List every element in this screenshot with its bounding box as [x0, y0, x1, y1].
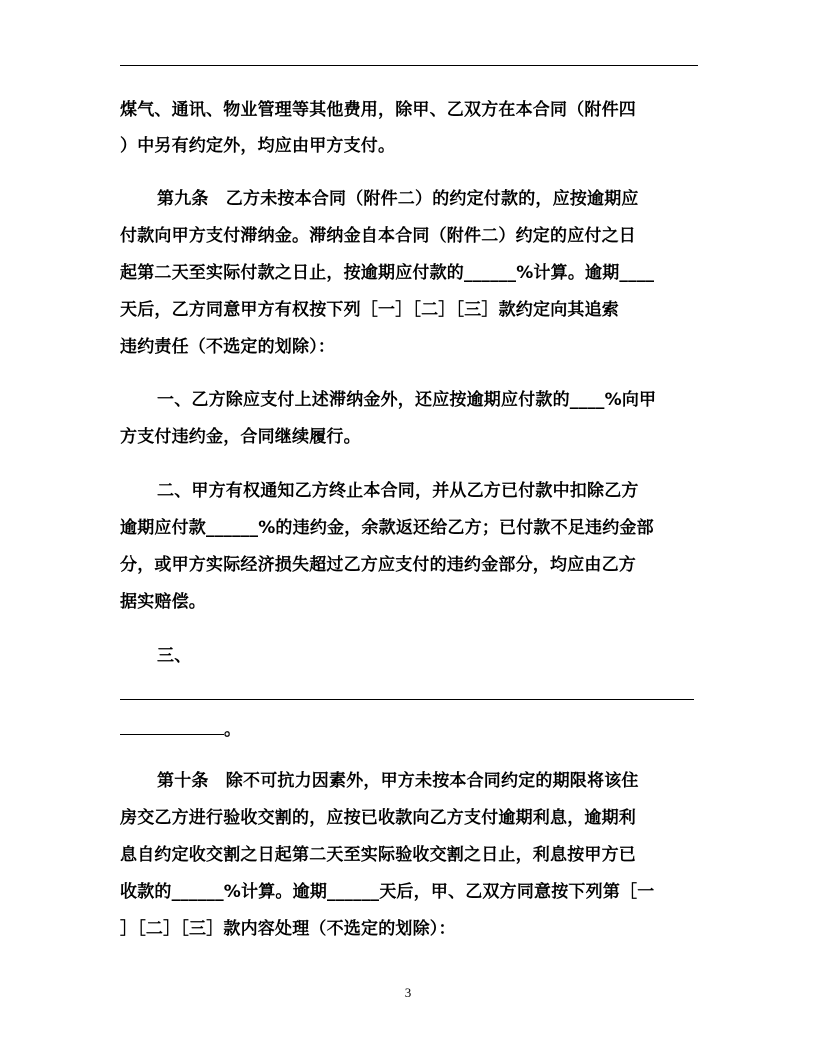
text-line: 据实赔偿。 [120, 592, 206, 612]
header-rule [120, 65, 698, 66]
text-line: 违约责任（不选定的划除）： [120, 337, 336, 357]
text-line: 收款的______%计算。逾期______天后，甲、乙双方同意按下列第［一 [120, 882, 655, 902]
text-line: 付款向甲方支付滞纳金。滞纳金自本合同（附件二）约定的应付之日 [120, 226, 636, 246]
period-mark: 。 [224, 720, 242, 740]
blank-fill-end-line [120, 718, 241, 741]
short-blank-rule [120, 718, 224, 735]
text-line: ］［二］［三］款内容处理（不选定的划除）： [120, 919, 456, 939]
article-9-heading-line: 第九条 乙方未按本合同（附件二）的约定付款的，应按逾期应 [157, 189, 639, 209]
text-line: 息自约定收交割之日起第二天至实际验收交割之日止，利息按甲方已 [120, 845, 636, 865]
article-10-heading-line: 第十条 除不可抗力因素外，甲方未按本合同约定的期限将该住 [157, 771, 639, 791]
blank-fill-rule [120, 699, 694, 700]
text-line: 房交乙方进行验收交割的，应按已收款向乙方支付逾期利息，逾期利 [120, 808, 636, 828]
text-line: ）中另有约定外，均应由甲方支付。 [120, 136, 396, 156]
text-line: 方支付违约金，合同继续履行。 [120, 427, 361, 447]
text-line: 起第二天至实际付款之日止，按逾期应付款的______%计算。逾期____ [120, 263, 655, 283]
text-line: 分，或甲方实际经济损失超过乙方应支付的违约金部分，均应由乙方 [120, 555, 636, 575]
clause-1-line: 一、乙方除应支付上述滞纳金外，还应按逾期应付款的____%向甲 [157, 390, 657, 410]
clause-2-line: 二、甲方有权通知乙方终止本合同，并从乙方已付款中扣除乙方 [157, 481, 639, 501]
text-line: 煤气、通讯、物业管理等其他费用，除甲、乙双方在本合同（附件四 [120, 100, 636, 120]
page-number: 3 [404, 985, 412, 1000]
clause-3-label: 三、 [157, 646, 192, 666]
text-line: 逾期应付款______%的违约金，余款返还给乙方；已付款不足违约金部 [120, 518, 654, 538]
text-line: 天后，乙方同意甲方有权按下列［一］［二］［三］款约定向其追索 [120, 300, 619, 320]
